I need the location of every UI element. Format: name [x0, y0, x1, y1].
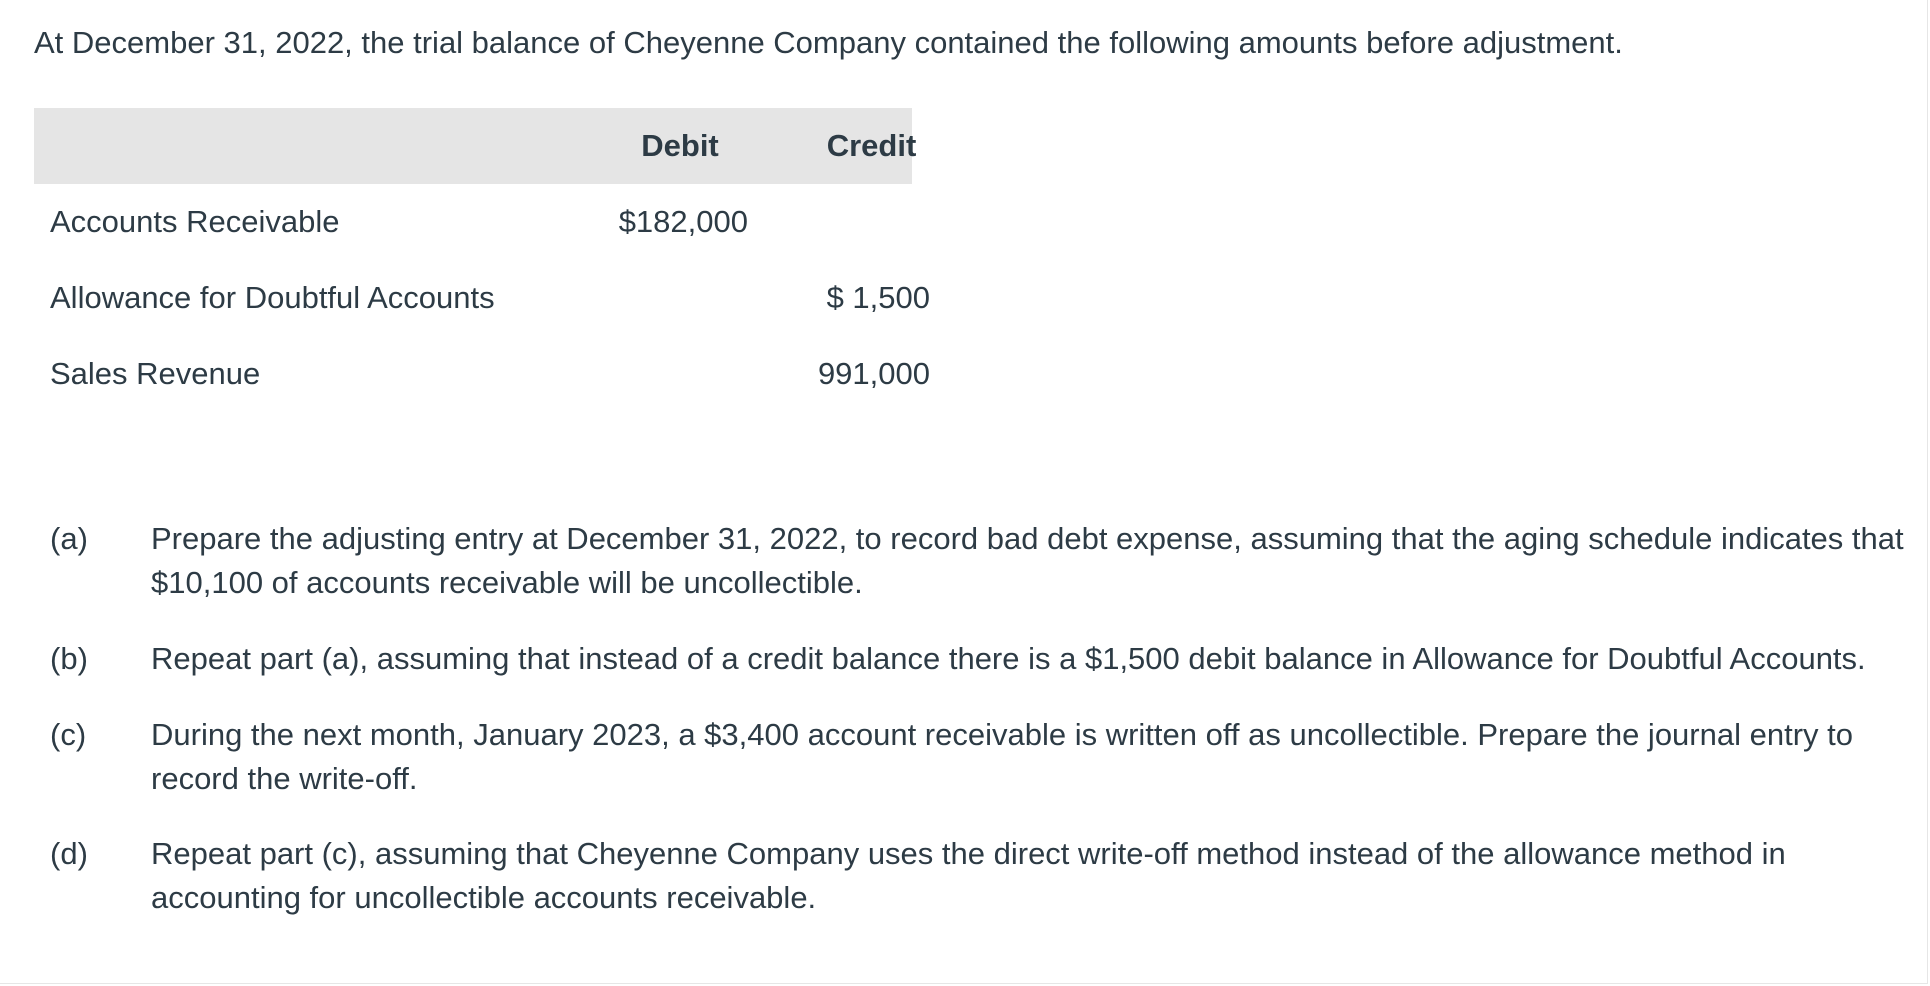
table-row — [34, 260, 930, 336]
table-row — [34, 336, 930, 412]
debit-amount: $182,000 — [618, 204, 748, 239]
account-name: Accounts Receivable — [50, 204, 340, 239]
debit-header: Debit — [641, 128, 719, 163]
question-text: Repeat part (c), assuming that Cheyenne Company uses the direct write-off method instead of the allowance method in accounting for uncollectible accounts receivable. — [151, 836, 1786, 915]
question-label: (c) — [50, 717, 87, 752]
question-text: During the next month, January 2023, a $3,400 account receivable is written off as uncollectible. Prepare the journal entry to record the write-off. — [151, 717, 1853, 796]
credit-header: Credit — [826, 128, 917, 163]
question-text: Prepare the adjusting entry at December 31, 2022, to record bad debt expense, assuming that the aging schedule indicates that $10,100 of accounts receivable will be uncollectible. — [151, 521, 1904, 600]
credit-amount: $ 1,500 — [826, 280, 930, 315]
question-label: (b) — [50, 641, 88, 676]
question-label: (a) — [50, 521, 88, 556]
trial-balance-table — [34, 108, 930, 412]
table-row — [34, 184, 912, 260]
question-label: (d) — [50, 836, 88, 871]
account-name: Allowance for Doubtful Accounts — [50, 280, 495, 315]
credit-amount: 991,000 — [817, 356, 930, 391]
question-text: Repeat part (a), assuming that instead of a credit balance there is a $1,500 debit balance in Allowance for Doubtful Accounts. — [151, 641, 1866, 676]
intro-text: At December 31, 2022, the trial balance of Cheyenne Company contained the following amounts before adjustment. — [34, 25, 1623, 60]
account-name: Sales Revenue — [50, 356, 261, 391]
table-header — [34, 108, 917, 184]
